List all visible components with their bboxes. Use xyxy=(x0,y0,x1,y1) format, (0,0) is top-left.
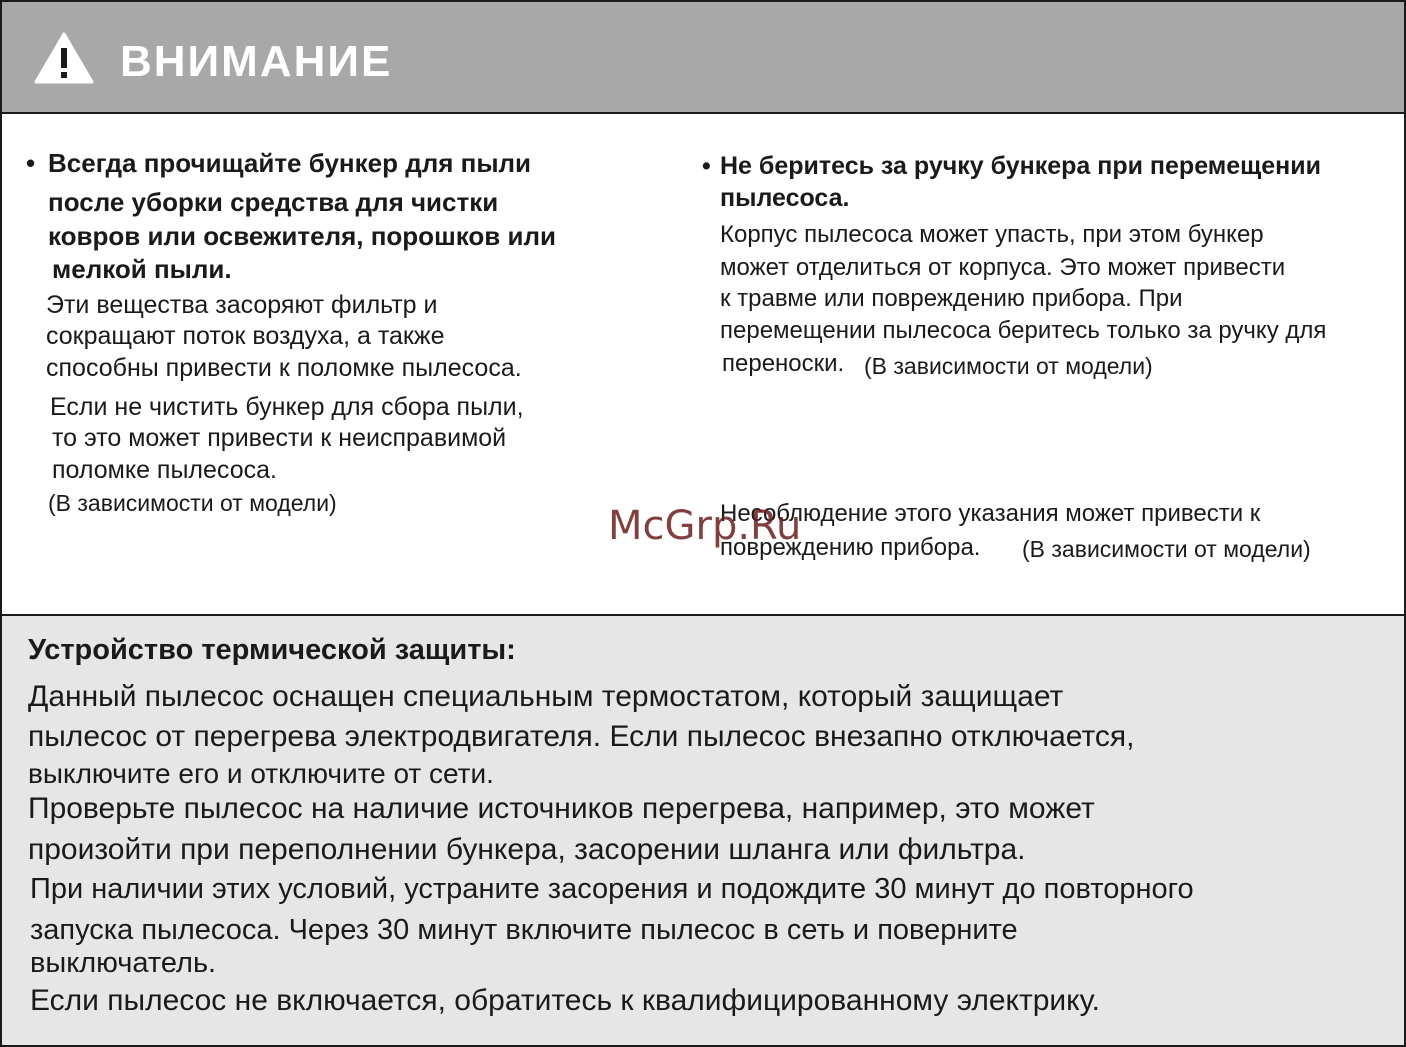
right-text-line: повреждению прибора. xyxy=(720,534,981,561)
header-title: ВНИМАНИЕ xyxy=(120,37,393,86)
left-text-line: сокращают поток воздуха, а также xyxy=(46,322,445,350)
thermal-title: Устройство термической защиты: xyxy=(28,634,516,666)
thermal-line: пылесос от перегрева электродвигателя. Если пылесос внезапно отключается, xyxy=(28,720,1135,753)
left-text-line: то это может привести к неисправимой xyxy=(52,424,507,452)
right-heading-line: пылесоса. xyxy=(720,184,850,212)
right-text-line: Корпус пылесоса может упасть, при этом бункер xyxy=(720,221,1264,248)
left-text-line: поломке пылесоса. xyxy=(52,456,277,484)
thermal-line: произойти при переполнении бункера, засорении шланга или фильтра. xyxy=(28,833,1026,866)
thermal-line: выключите его и отключите от сети. xyxy=(28,758,494,789)
left-heading-line: ковров или освежителя, порошков или xyxy=(48,221,556,251)
left-heading-line: Всегда прочищайте бункер для пыли xyxy=(48,148,532,178)
right-text-line: перемещении пылесоса беритесь только за ручку для xyxy=(720,317,1327,344)
thermal-line: При наличии этих условий, устраните засорения и подождите 30 минут до повторного xyxy=(30,873,1194,905)
model-note: (В зависимости от модели) xyxy=(48,490,337,516)
thermal-line: Данный пылесос оснащен специальным термостатом, который защищает xyxy=(28,680,1064,713)
bullet: • xyxy=(702,152,711,180)
bullet: • xyxy=(26,148,36,178)
right-text-line: Несоблюдение этого указания может привести к xyxy=(720,500,1261,527)
model-note: (В зависимости от модели) xyxy=(1022,536,1311,562)
thermal-line: запуска пылесоса. Через 30 минут включите пылесос в сеть и поверните xyxy=(30,914,1018,946)
thermal-line: Проверьте пылесос на наличие источников перегрева, например, это может xyxy=(28,792,1095,825)
model-note: (В зависимости от модели) xyxy=(864,353,1153,379)
right-heading-line: Не беритесь за ручку бункера при перемещении xyxy=(720,152,1322,180)
thermal-protection-section xyxy=(2,614,1404,1047)
thermal-line: выключатель. xyxy=(30,947,217,979)
left-heading-line: после уборки средства для чистки xyxy=(48,187,499,217)
watermark: McGrp.Ru xyxy=(608,503,802,549)
right-text-line: переноски. xyxy=(722,350,845,377)
thermal-line: Если пылесос не включается, обратитесь к квалифицированному электрику. xyxy=(30,984,1100,1017)
left-text-line: Если не чистить бункер для сбора пыли, xyxy=(50,393,524,421)
left-text-line: Эти вещества засоряют фильтр и xyxy=(46,291,438,319)
right-text-line: к травме или повреждению прибора. При xyxy=(720,285,1183,312)
left-text-line: способны привести к поломке пылесоса. xyxy=(46,354,522,382)
left-heading-line: мелкой пыли. xyxy=(52,254,232,284)
right-text-line: может отделиться от корпуса. Это может привести xyxy=(720,254,1286,281)
